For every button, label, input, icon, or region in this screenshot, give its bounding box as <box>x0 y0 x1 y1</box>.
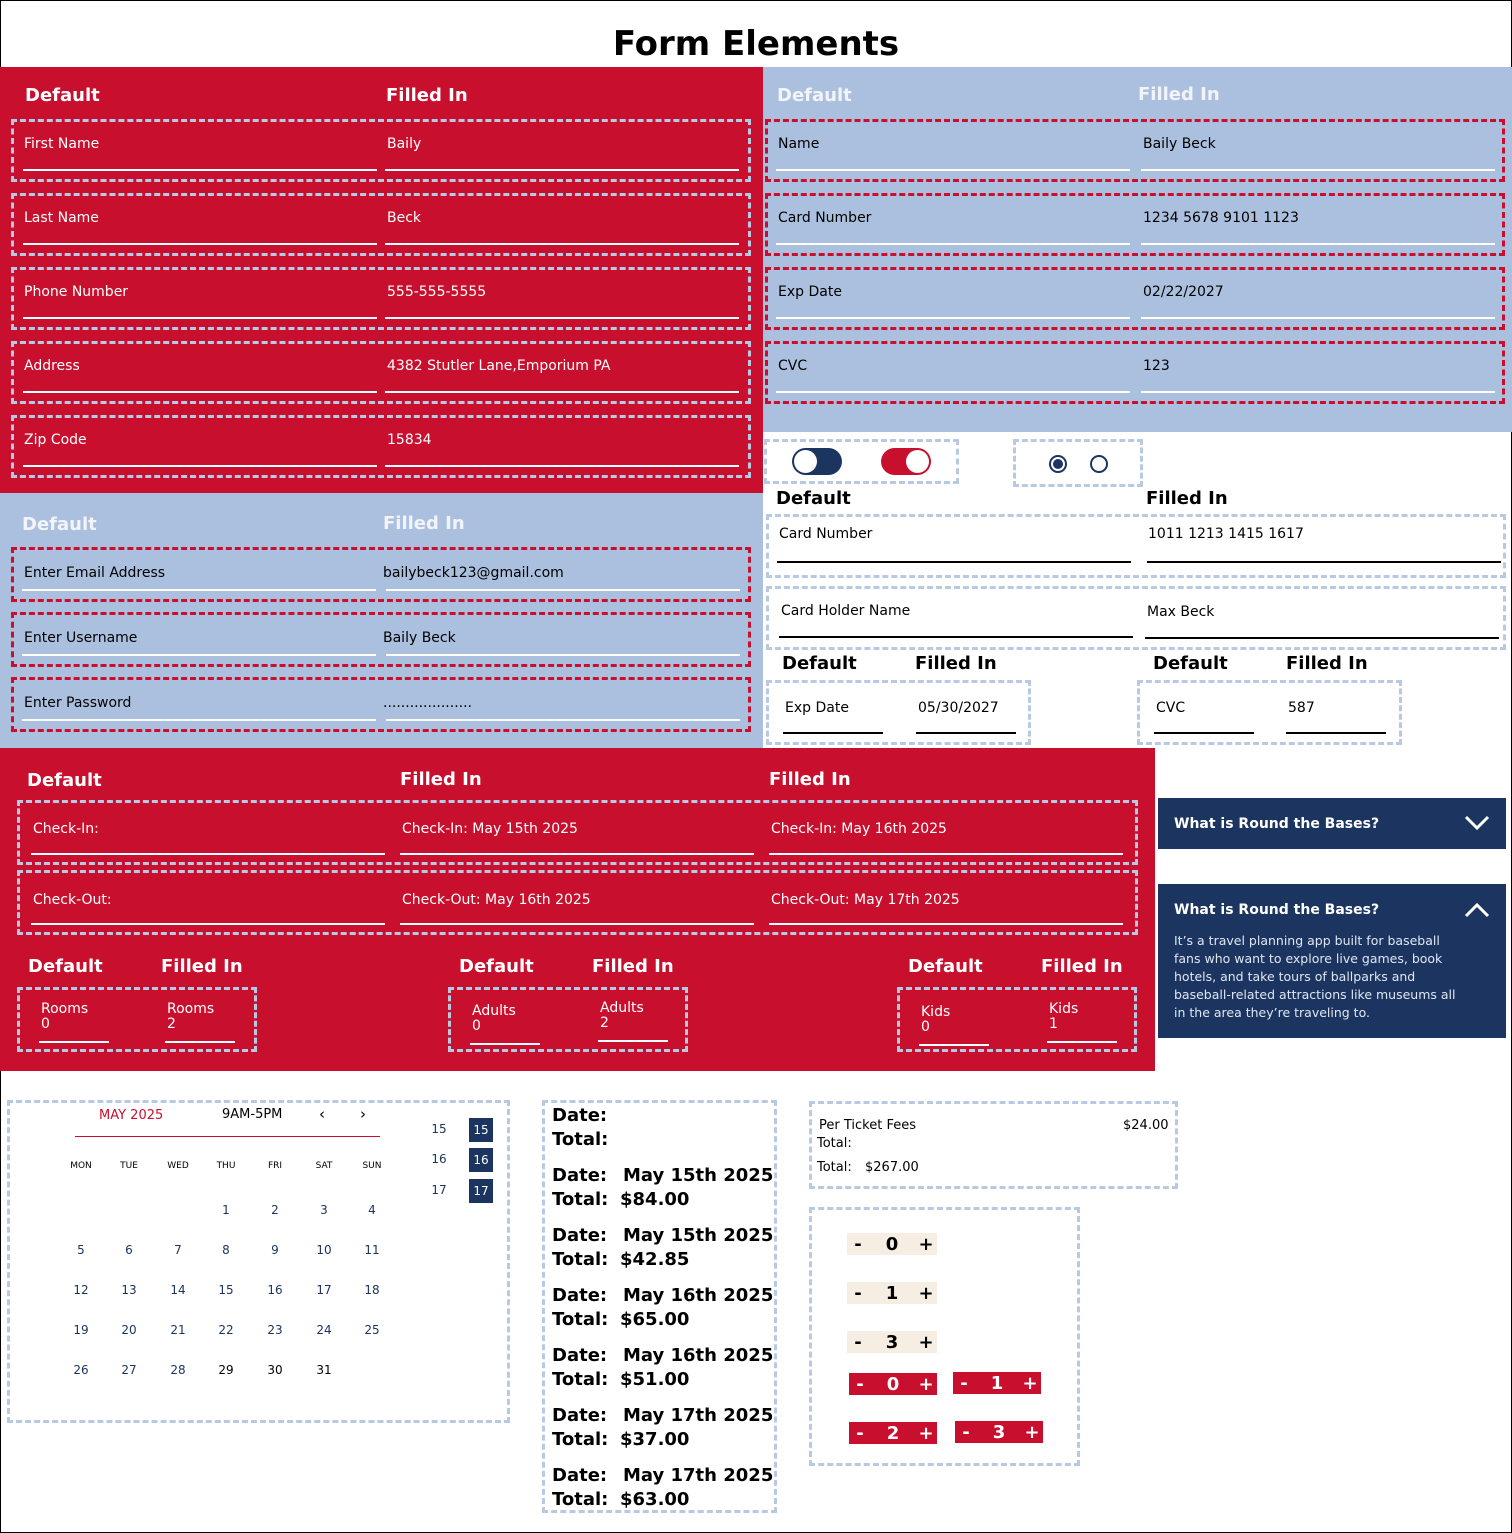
default-header: Default <box>22 514 97 535</box>
adults-input[interactable] <box>470 1043 540 1045</box>
card-holder-value: Max Beck <box>1147 604 1215 620</box>
fees-total-label-2: Total: <box>817 1160 852 1175</box>
rooms-filled-input[interactable] <box>165 1041 235 1043</box>
minus-button[interactable]: - <box>854 1331 862 1353</box>
entry-total: $84.00 <box>620 1189 690 1210</box>
cvc-box <box>1137 680 1402 745</box>
quantity-stepper <box>955 1421 1043 1443</box>
entry-total-label: Total: <box>552 1429 609 1450</box>
payment-row-cvc <box>765 341 1505 404</box>
payment-row-exp-date <box>765 267 1505 330</box>
cvc-input[interactable] <box>776 391 1130 393</box>
exp-date-box <box>766 680 1031 745</box>
card-number-value: 1234 5678 9101 1123 <box>1143 210 1299 226</box>
filled-header: Filled In <box>1146 488 1228 509</box>
plus-button[interactable]: + <box>918 1373 934 1395</box>
calendar-day[interactable]: 5 <box>77 1243 85 1257</box>
cvc-label: CVC <box>778 358 808 374</box>
calendar-day[interactable]: 3 <box>320 1203 328 1217</box>
minus-button[interactable]: - <box>856 1373 864 1395</box>
phone-number-label: Phone Number <box>24 284 129 300</box>
exp-date-label: Exp Date <box>785 700 849 716</box>
phone-number-filled[interactable] <box>385 317 739 319</box>
name-value: Baily Beck <box>1143 136 1216 152</box>
account-row-enter-password <box>11 677 751 732</box>
entry-date: May 17th 2025 <box>623 1405 774 1426</box>
filled-header: Filled In <box>769 769 851 790</box>
calendar-divider <box>75 1136 380 1137</box>
card-number-filled[interactable] <box>1141 243 1495 245</box>
chevron-down-icon[interactable] <box>1464 814 1490 832</box>
total-label: Total: <box>552 1129 609 1150</box>
entry-total: $37.00 <box>620 1429 690 1450</box>
calendar-day[interactable]: 9 <box>271 1243 279 1257</box>
calendar-day[interactable]: 31 <box>316 1363 332 1377</box>
last-name-value: Beck <box>387 210 422 226</box>
quantity-stepper <box>953 1372 1041 1394</box>
checkin-filled-1[interactable] <box>400 853 754 855</box>
exp-date-input[interactable] <box>776 317 1130 319</box>
enter-password-filled[interactable] <box>386 719 740 721</box>
plus-button[interactable]: + <box>918 1282 934 1304</box>
cvc-value: 587 <box>1288 700 1315 716</box>
rooms-input[interactable] <box>39 1041 109 1043</box>
quantity-stepper <box>849 1422 937 1444</box>
card-holder-label: Card Holder Name <box>781 603 911 619</box>
exp-date-value: 05/30/2027 <box>918 700 999 716</box>
quantity-stepper <box>847 1233 937 1255</box>
card-number-input[interactable] <box>776 243 1130 245</box>
default-header: Default <box>25 85 100 106</box>
card-number-label: Card Number <box>779 526 873 542</box>
entry-date: May 16th 2025 <box>623 1345 774 1366</box>
stepper-value: 0 <box>886 1373 900 1395</box>
kids-filled: Kids 1 <box>1049 1001 1079 1032</box>
checkin-value-1: Check-In: May 15th 2025 <box>402 821 578 837</box>
enter-email-address-label: Enter Email Address <box>24 565 166 581</box>
calendar-month[interactable]: MAY 2025 <box>99 1108 164 1123</box>
account-row-enter-email-address <box>11 547 751 602</box>
personal-row-first-name <box>11 119 751 182</box>
stepper-value: 1 <box>990 1372 1004 1394</box>
personal-row-phone-number <box>11 267 751 330</box>
checkout-filled-2[interactable] <box>769 923 1123 925</box>
exp-date-filled[interactable] <box>1141 317 1495 319</box>
minus-button[interactable]: - <box>960 1372 968 1394</box>
faq-collapsed[interactable] <box>1158 798 1506 849</box>
adults-filled-input[interactable] <box>598 1040 668 1042</box>
calendar-day[interactable]: 8 <box>222 1243 230 1257</box>
radio-selected[interactable] <box>1049 455 1067 473</box>
calendar-day[interactable]: 13 <box>121 1283 137 1297</box>
calendar-day[interactable]: 26 <box>73 1363 89 1377</box>
selected-day[interactable]: 15 <box>469 1118 493 1142</box>
kids-filled-input[interactable] <box>1047 1041 1117 1043</box>
stepper-value: 1 <box>885 1282 899 1304</box>
calendar-day[interactable]: 19 <box>73 1323 89 1337</box>
weekday-wed: WED <box>167 1161 189 1171</box>
enter-email-address-filled[interactable] <box>386 589 740 591</box>
calendar-day[interactable]: 17 <box>316 1283 332 1297</box>
cvc-input[interactable] <box>1154 732 1254 734</box>
entry-total-label: Total: <box>552 1249 609 1270</box>
fees-total-value: $267.00 <box>865 1160 919 1175</box>
booking-section <box>0 748 1155 1071</box>
enter-email-address-input[interactable] <box>22 589 376 591</box>
first-name-input[interactable] <box>23 169 377 171</box>
adults-box <box>448 987 688 1052</box>
entry-date-label: Date: <box>552 1225 608 1246</box>
entry-date-label: Date: <box>552 1345 608 1366</box>
card-holder-input[interactable] <box>779 636 1133 638</box>
weekday-mon: MON <box>70 1161 92 1171</box>
enter-username-input[interactable] <box>22 654 376 656</box>
checkout-value-1: Check-Out: May 16th 2025 <box>402 892 591 908</box>
date-totals-list <box>542 1100 777 1513</box>
enter-username-value: Baily Beck <box>383 630 456 646</box>
weekday-sat: SAT <box>315 1161 333 1171</box>
entry-date: May 15th 2025 <box>623 1225 774 1246</box>
filled-header: Filled In <box>1286 653 1368 674</box>
entry-total-label: Total: <box>552 1309 609 1330</box>
zip-code-value: 15834 <box>387 432 432 448</box>
zip-code-label: Zip Code <box>24 432 87 448</box>
card-number-input[interactable] <box>777 561 1131 563</box>
faq-answer: It’s a travel planning app built for baseball fans who want to explore live games, book hotels, and take tours of ballparks and baseball-related attractions like museums all in the area they’re traveling to. <box>1174 933 1456 1020</box>
calendar-day[interactable]: 14 <box>170 1283 186 1297</box>
calendar-day[interactable]: 2 <box>271 1203 279 1217</box>
quantity-stepper <box>847 1331 937 1353</box>
zip-code-filled[interactable] <box>385 465 739 467</box>
chevron-up-icon[interactable] <box>1464 901 1490 919</box>
fees-label: Per Ticket Fees <box>819 1118 916 1133</box>
default-header: Default <box>1153 653 1228 674</box>
weekday-tue: TUE <box>120 1161 138 1171</box>
enter-username-filled[interactable] <box>386 654 740 656</box>
filled-header: Filled In <box>161 956 243 977</box>
chevron-left-icon[interactable]: ‹ <box>319 1105 325 1123</box>
enter-password-label: Enter Password <box>24 695 132 711</box>
faq-question: What is Round the Bases? <box>1174 902 1380 918</box>
radio-group <box>1013 439 1143 487</box>
stepper-value: 0 <box>885 1233 899 1255</box>
address-input[interactable] <box>23 391 377 393</box>
rooms-default: Rooms 0 <box>41 1001 89 1032</box>
ticket-fees-box <box>809 1101 1178 1189</box>
filled-header: Filled In <box>386 85 468 106</box>
default-header: Default <box>459 956 534 977</box>
card-holder-filled[interactable] <box>1145 637 1499 639</box>
cvc-filled[interactable] <box>1141 391 1495 393</box>
card-form-section <box>763 485 1512 750</box>
entry-date: May 17th 2025 <box>623 1465 774 1486</box>
entry-total-label: Total: <box>552 1189 609 1210</box>
toggle-off[interactable] <box>792 448 842 475</box>
quantity-stepper <box>849 1373 937 1395</box>
weekday-sun: SUN <box>362 1161 382 1171</box>
toggle-group <box>764 439 959 484</box>
default-header: Default <box>776 488 851 509</box>
checkout-row <box>17 870 1138 935</box>
phone-number-value: 555-555-5555 <box>387 284 487 300</box>
stepper-group <box>809 1207 1080 1466</box>
filled-header: Filled In <box>1138 84 1220 105</box>
side-day[interactable]: 16 <box>431 1152 447 1166</box>
kids-default: Kids 0 <box>921 1004 951 1035</box>
plus-button[interactable]: + <box>918 1422 934 1444</box>
default-header: Default <box>28 956 103 977</box>
card-number-row <box>766 514 1506 578</box>
enter-username-label: Enter Username <box>24 630 138 646</box>
minus-button[interactable]: - <box>962 1421 970 1443</box>
card-holder-row <box>766 586 1506 650</box>
first-name-label: First Name <box>24 136 100 152</box>
faq-question: What is Round the Bases? <box>1174 816 1380 832</box>
address-label: Address <box>24 358 80 374</box>
last-name-input[interactable] <box>23 243 377 245</box>
filled-header: Filled In <box>400 769 482 790</box>
calendar-day[interactable]: 29 <box>218 1363 234 1377</box>
filled-header: Filled In <box>1041 956 1123 977</box>
address-filled[interactable] <box>385 391 739 393</box>
minus-button[interactable]: - <box>856 1422 864 1444</box>
calendar-day[interactable]: 10 <box>316 1243 332 1257</box>
cvc-filled[interactable] <box>1286 732 1386 734</box>
entry-total: $65.00 <box>620 1309 690 1330</box>
card-number-filled[interactable] <box>1147 561 1501 563</box>
side-day[interactable]: 15 <box>431 1122 447 1136</box>
entry-date-label: Date: <box>552 1405 608 1426</box>
weekday-thu: THU <box>216 1161 236 1171</box>
phone-number-input[interactable] <box>23 317 377 319</box>
calendar-day[interactable]: 30 <box>267 1363 283 1377</box>
exp-date-filled[interactable] <box>916 732 1016 734</box>
checkin-label: Check-In: <box>33 821 99 837</box>
zip-code-input[interactable] <box>23 465 377 467</box>
personal-info-section <box>0 67 763 493</box>
fees-amount: $24.00 <box>1123 1118 1169 1133</box>
account-row-enter-username <box>11 612 751 667</box>
calendar-day[interactable]: 21 <box>170 1323 186 1337</box>
last-name-filled[interactable] <box>385 243 739 245</box>
adults-default: Adults 0 <box>472 1003 516 1034</box>
checkin-input[interactable] <box>31 853 385 855</box>
exp-date-value: 02/22/2027 <box>1143 284 1224 300</box>
calendar-day[interactable]: 23 <box>267 1323 283 1337</box>
address-value: 4382 Stutler Lane,Emporium PA <box>387 358 611 374</box>
enter-password-input[interactable] <box>22 719 376 721</box>
checkout-label: Check-Out: <box>33 892 112 908</box>
calendar-hours: 9AM-5PM <box>222 1107 283 1122</box>
personal-row-address <box>11 341 751 404</box>
card-number-value: 1011 1213 1415 1617 <box>1148 526 1304 542</box>
checkin-value-2: Check-In: May 16th 2025 <box>771 821 947 837</box>
checkout-value-2: Check-Out: May 17th 2025 <box>771 892 960 908</box>
cvc-label: CVC <box>1156 700 1186 716</box>
entry-date-label: Date: <box>552 1285 608 1306</box>
card-number-label: Card Number <box>778 210 872 226</box>
plus-button[interactable]: + <box>918 1331 934 1353</box>
side-day[interactable]: 17 <box>431 1183 447 1197</box>
stepper-value: 2 <box>886 1422 900 1444</box>
faq-expanded[interactable] <box>1158 884 1506 1038</box>
toggle-on[interactable] <box>881 448 931 475</box>
checkout-input[interactable] <box>31 923 385 925</box>
kids-box <box>897 987 1137 1052</box>
kids-input[interactable] <box>919 1044 989 1046</box>
stepper-value: 3 <box>992 1421 1006 1443</box>
enter-email-address-value: bailybeck123@gmail.com <box>383 565 564 581</box>
entry-date-label: Date: <box>552 1465 608 1486</box>
default-header: Default <box>908 956 983 977</box>
selected-day[interactable]: 17 <box>469 1179 493 1203</box>
calendar-day[interactable]: 20 <box>121 1323 137 1337</box>
plus-button[interactable]: + <box>1022 1372 1038 1394</box>
entry-date: May 16th 2025 <box>623 1285 774 1306</box>
personal-row-zip-code <box>11 415 751 478</box>
calendar-day[interactable]: 28 <box>170 1363 186 1377</box>
cvc-value: 123 <box>1143 358 1170 374</box>
rooms-box <box>17 987 257 1052</box>
page-title: Form Elements <box>612 24 900 64</box>
calendar-day[interactable]: 12 <box>73 1283 89 1297</box>
entry-date: May 15th 2025 <box>623 1165 774 1186</box>
minus-button[interactable]: - <box>854 1282 862 1304</box>
calendar-day[interactable]: 25 <box>364 1323 380 1337</box>
calendar-day[interactable]: 15 <box>218 1283 234 1297</box>
checkin-filled-2[interactable] <box>769 853 1123 855</box>
weekday-fri: FRI <box>267 1161 283 1171</box>
default-header: Default <box>27 770 102 791</box>
quantity-stepper <box>847 1282 937 1304</box>
calendar-day[interactable]: 7 <box>174 1243 182 1257</box>
calendar-day[interactable]: 22 <box>218 1323 234 1337</box>
calendar-day[interactable]: 18 <box>364 1283 380 1297</box>
plus-button[interactable]: + <box>918 1233 934 1255</box>
name-filled[interactable] <box>1141 169 1495 171</box>
payment-section <box>763 67 1512 432</box>
radio-unselected[interactable] <box>1090 455 1108 473</box>
filled-header: Filled In <box>383 513 465 534</box>
adults-filled: Adults 2 <box>600 1000 644 1031</box>
entry-total: $51.00 <box>620 1369 690 1390</box>
first-name-value: Baily <box>387 136 422 152</box>
calendar-day[interactable]: 1 <box>222 1203 230 1217</box>
stepper-value: 3 <box>885 1331 899 1353</box>
calendar-day[interactable]: 11 <box>364 1243 380 1257</box>
plus-button[interactable]: + <box>1024 1421 1040 1443</box>
name-input[interactable] <box>776 169 1130 171</box>
checkout-filled-1[interactable] <box>400 923 754 925</box>
calendar-day[interactable]: 27 <box>121 1363 137 1377</box>
entry-total: $63.00 <box>620 1489 690 1510</box>
minus-button[interactable]: - <box>854 1233 862 1255</box>
first-name-filled[interactable] <box>385 169 739 171</box>
date-label: Date: <box>552 1105 608 1126</box>
last-name-label: Last Name <box>24 210 99 226</box>
enter-password-value: .................... <box>383 695 473 711</box>
filled-header: Filled In <box>915 653 997 674</box>
entry-total-label: Total: <box>552 1369 609 1390</box>
payment-row-name <box>765 119 1505 182</box>
entry-total: $42.85 <box>620 1249 690 1270</box>
exp-date-input[interactable] <box>783 732 883 734</box>
payment-row-card-number <box>765 193 1505 256</box>
entry-total-label: Total: <box>552 1489 609 1510</box>
calendar-day[interactable]: 24 <box>316 1323 332 1337</box>
exp-date-label: Exp Date <box>778 284 842 300</box>
checkin-row <box>17 800 1138 865</box>
calendar-day[interactable]: 16 <box>267 1283 283 1297</box>
chevron-right-icon[interactable]: › <box>360 1105 366 1123</box>
fees-total-label: Total: <box>817 1136 852 1151</box>
selected-day[interactable]: 16 <box>469 1148 493 1172</box>
default-header: Default <box>782 653 857 674</box>
account-section <box>0 493 763 748</box>
rooms-filled: Rooms 2 <box>167 1001 215 1032</box>
personal-row-last-name <box>11 193 751 256</box>
entry-date-label: Date: <box>552 1165 608 1186</box>
filled-header: Filled In <box>592 956 674 977</box>
default-header: Default <box>777 85 852 106</box>
calendar <box>7 1100 510 1423</box>
name-label: Name <box>778 136 820 152</box>
calendar-day[interactable]: 4 <box>368 1203 376 1217</box>
calendar-day[interactable]: 6 <box>125 1243 133 1257</box>
